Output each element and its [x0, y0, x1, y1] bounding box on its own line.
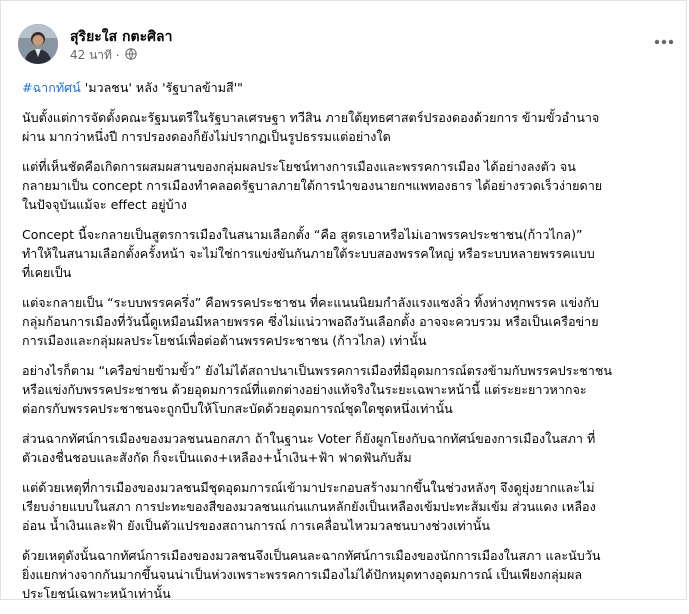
globe-icon: [125, 48, 137, 63]
post-time[interactable]: 42 นาที: [70, 48, 112, 62]
paragraph-line: นับตั้งแต่การจัดตั้งคณะรัฐมนตรีในรัฐบาลเศรษฐา ทวีสิน ภายใต้ยุทธศาสตร์ปรองดองด้วยการ ข้ามขั้วอำนาจ: [22, 110, 600, 125]
paragraph-line: การเมืองและกลุ่มผลประโยชน์เพื่อต่อต้านพรรคประชาชน (ก้าวไกล) เท่านั้น: [22, 333, 427, 348]
paragraph-line: เรียบง่ายแบบในสภา การปะทะของสีของมวลชนแก่นแกนหลักยังเป็นเหลืองเข้มปะทะส้มเข้ม ส่วนแดง เหลือง: [22, 499, 596, 514]
paragraph-line: กลุ่มก้อนการเมืองที่วันนี้ดูเหมือนมีหลายพรรค ซึ่งไม่แน่วาพอถึงวันเลือกตั้ง อาจจะควบรวม หรือเป็นเครือข่าย: [22, 314, 599, 329]
paragraph-line: แต่ที่เห็นชัดคือเกิดการผสมผสานของกลุ่มผลประโยชน์ทางการเมืองและพรรคการเมือง ได้อย่างลงตัว จน: [22, 159, 576, 174]
post-paragraphs: [22, 108, 670, 603]
post-paragraph: [22, 429, 670, 467]
paragraph-line: ยิ่งแยกห่างจากกันมากขึ้นจนน่าเป็นห่วงเพราะพรรคการเมืองไม่ได้ปักหมุดทางอุดมการณ์ เป็นเพียงกลุ่มผล: [22, 567, 583, 582]
post-meta: [70, 46, 137, 65]
meta-separator: ·: [115, 48, 120, 63]
paragraph-line: แต่ด้วยเหตุที่การเมืองของมวลชนมีชุดอุดมการณ์เข้ามาประกอบสร้างมากขึ้นในช่วงหลังๆ จึงดูยุ่งยากและไม่: [22, 480, 595, 495]
more-options-icon[interactable]: [652, 30, 676, 54]
paragraph-line: ประโยชน์เฉพาะหน้าเท่านั้น: [22, 586, 171, 601]
paragraph-line: แต่จะกลายเป็น “ระบบพรรคครึ่ง” คือพรรคประชาชน ที่คะแนนนิยมกำลังแรงแซงลิ่ว ทิ้งห่างทุกพรรค แข่งกับ: [22, 295, 599, 310]
post-paragraph: [22, 361, 670, 418]
paragraph-line: ทำให้ในสนามเลือกตั้งครั้งหน้า จะไม่ใช่การแข่งขันกันภายใต้ระบบสองพรรคใหญ่ หรือระบบหลายพรรคแบบ: [22, 246, 595, 261]
paragraph-line: ในปัจจุบันแม้จะ effect อยู่บ้าง: [22, 197, 187, 212]
paragraph-line: อย่างไรก็ตาม “เครือข่ายข้ามขั้ว” ยังไม่ได้สถาปนาเป็นพรรคการเมืองที่มีอุดมการณ์ตรงข้ามกับพรรคประชาชน: [22, 363, 612, 378]
post-paragraph: [22, 546, 670, 603]
paragraph-line: หรือแข่งกับพรรคประชาชน ด้วยอุดมการณ์ที่แตกต่างอย่างแท้จริงในระยะเฉพาะหน้านี้ แต่ระยะยาวหากจะ: [22, 382, 587, 397]
post-paragraph: [22, 293, 670, 350]
paragraph-line: ที่เคยเป็น: [22, 265, 72, 280]
hashtag-link[interactable]: #ฉากทัศน์: [22, 80, 81, 95]
post-paragraph: [22, 157, 670, 214]
post-paragraph: [22, 108, 670, 146]
post-paragraph: [22, 478, 670, 535]
post-header: [18, 24, 678, 68]
avatar[interactable]: [18, 24, 58, 64]
post-paragraph: [22, 225, 670, 282]
author-name[interactable]: สุริยะใส กตะศิลา: [70, 29, 173, 45]
paragraph-line: กลายมาเป็น concept การเมืองทำคลอดรัฐบาลภายใต้การนำของนายกฯแพทองธาร ได้อย่างรวดเร็วง่ายดาย: [22, 178, 603, 193]
paragraph-line: ด้วยเหตุดังนั้นฉากทัศน์การเมืองของมวลชนจึงเป็นคนละฉากทัศน์การเมืองของนักการเมืองในสภา และนับวัน: [22, 548, 601, 563]
paragraph-line: Concept นี้จะกลายเป็นสูตรการเมืองในสนามเลือกตั้ง “คือ สูตรเอาหรือไม่เอาพรรคประชาชน(ก้าวไกล)”: [22, 227, 583, 242]
post-body: [22, 78, 670, 614]
paragraph-line: อ่อน น้ำเงินและฟ้า ยังเป็นตัวแปรของสถานการณ์ การเคลื่อนไหวมวลชนบางช่วงเท่านั้น: [22, 518, 491, 533]
post-title: [22, 78, 670, 97]
post-title-text: 'มวลชน' หลัง 'รัฐบาลข้ามสี'": [80, 80, 243, 95]
paragraph-line: ตัวเองชื่นชอบและสังกัด ก็จะเป็นแดง+เหลือง+น้ำเงิน+ฟ้า ฟาดฟันกับส้ม: [22, 450, 412, 465]
paragraph-line: ผ่าน มากว่าหนึ่งปี การปรองดองก็ยังไม่ปรากฏเป็นรูปธรรมแต่อย่างใด: [22, 129, 391, 144]
paragraph-line: ส่วนฉากทัศน์การเมืองของมวลชนนอกสภา ถ้าในฐานะ Voter ก็ยังผูกโยงกับฉากทัศน์ของการเมืองในสภา ที่: [22, 431, 596, 446]
paragraph-line: ต่อกรกับพรรคประชาชนจะถูกบีบให้โบกสะบัดด้วยอุดมการณ์ชุดใดชุดหนึ่งเท่านั้น: [22, 401, 453, 416]
